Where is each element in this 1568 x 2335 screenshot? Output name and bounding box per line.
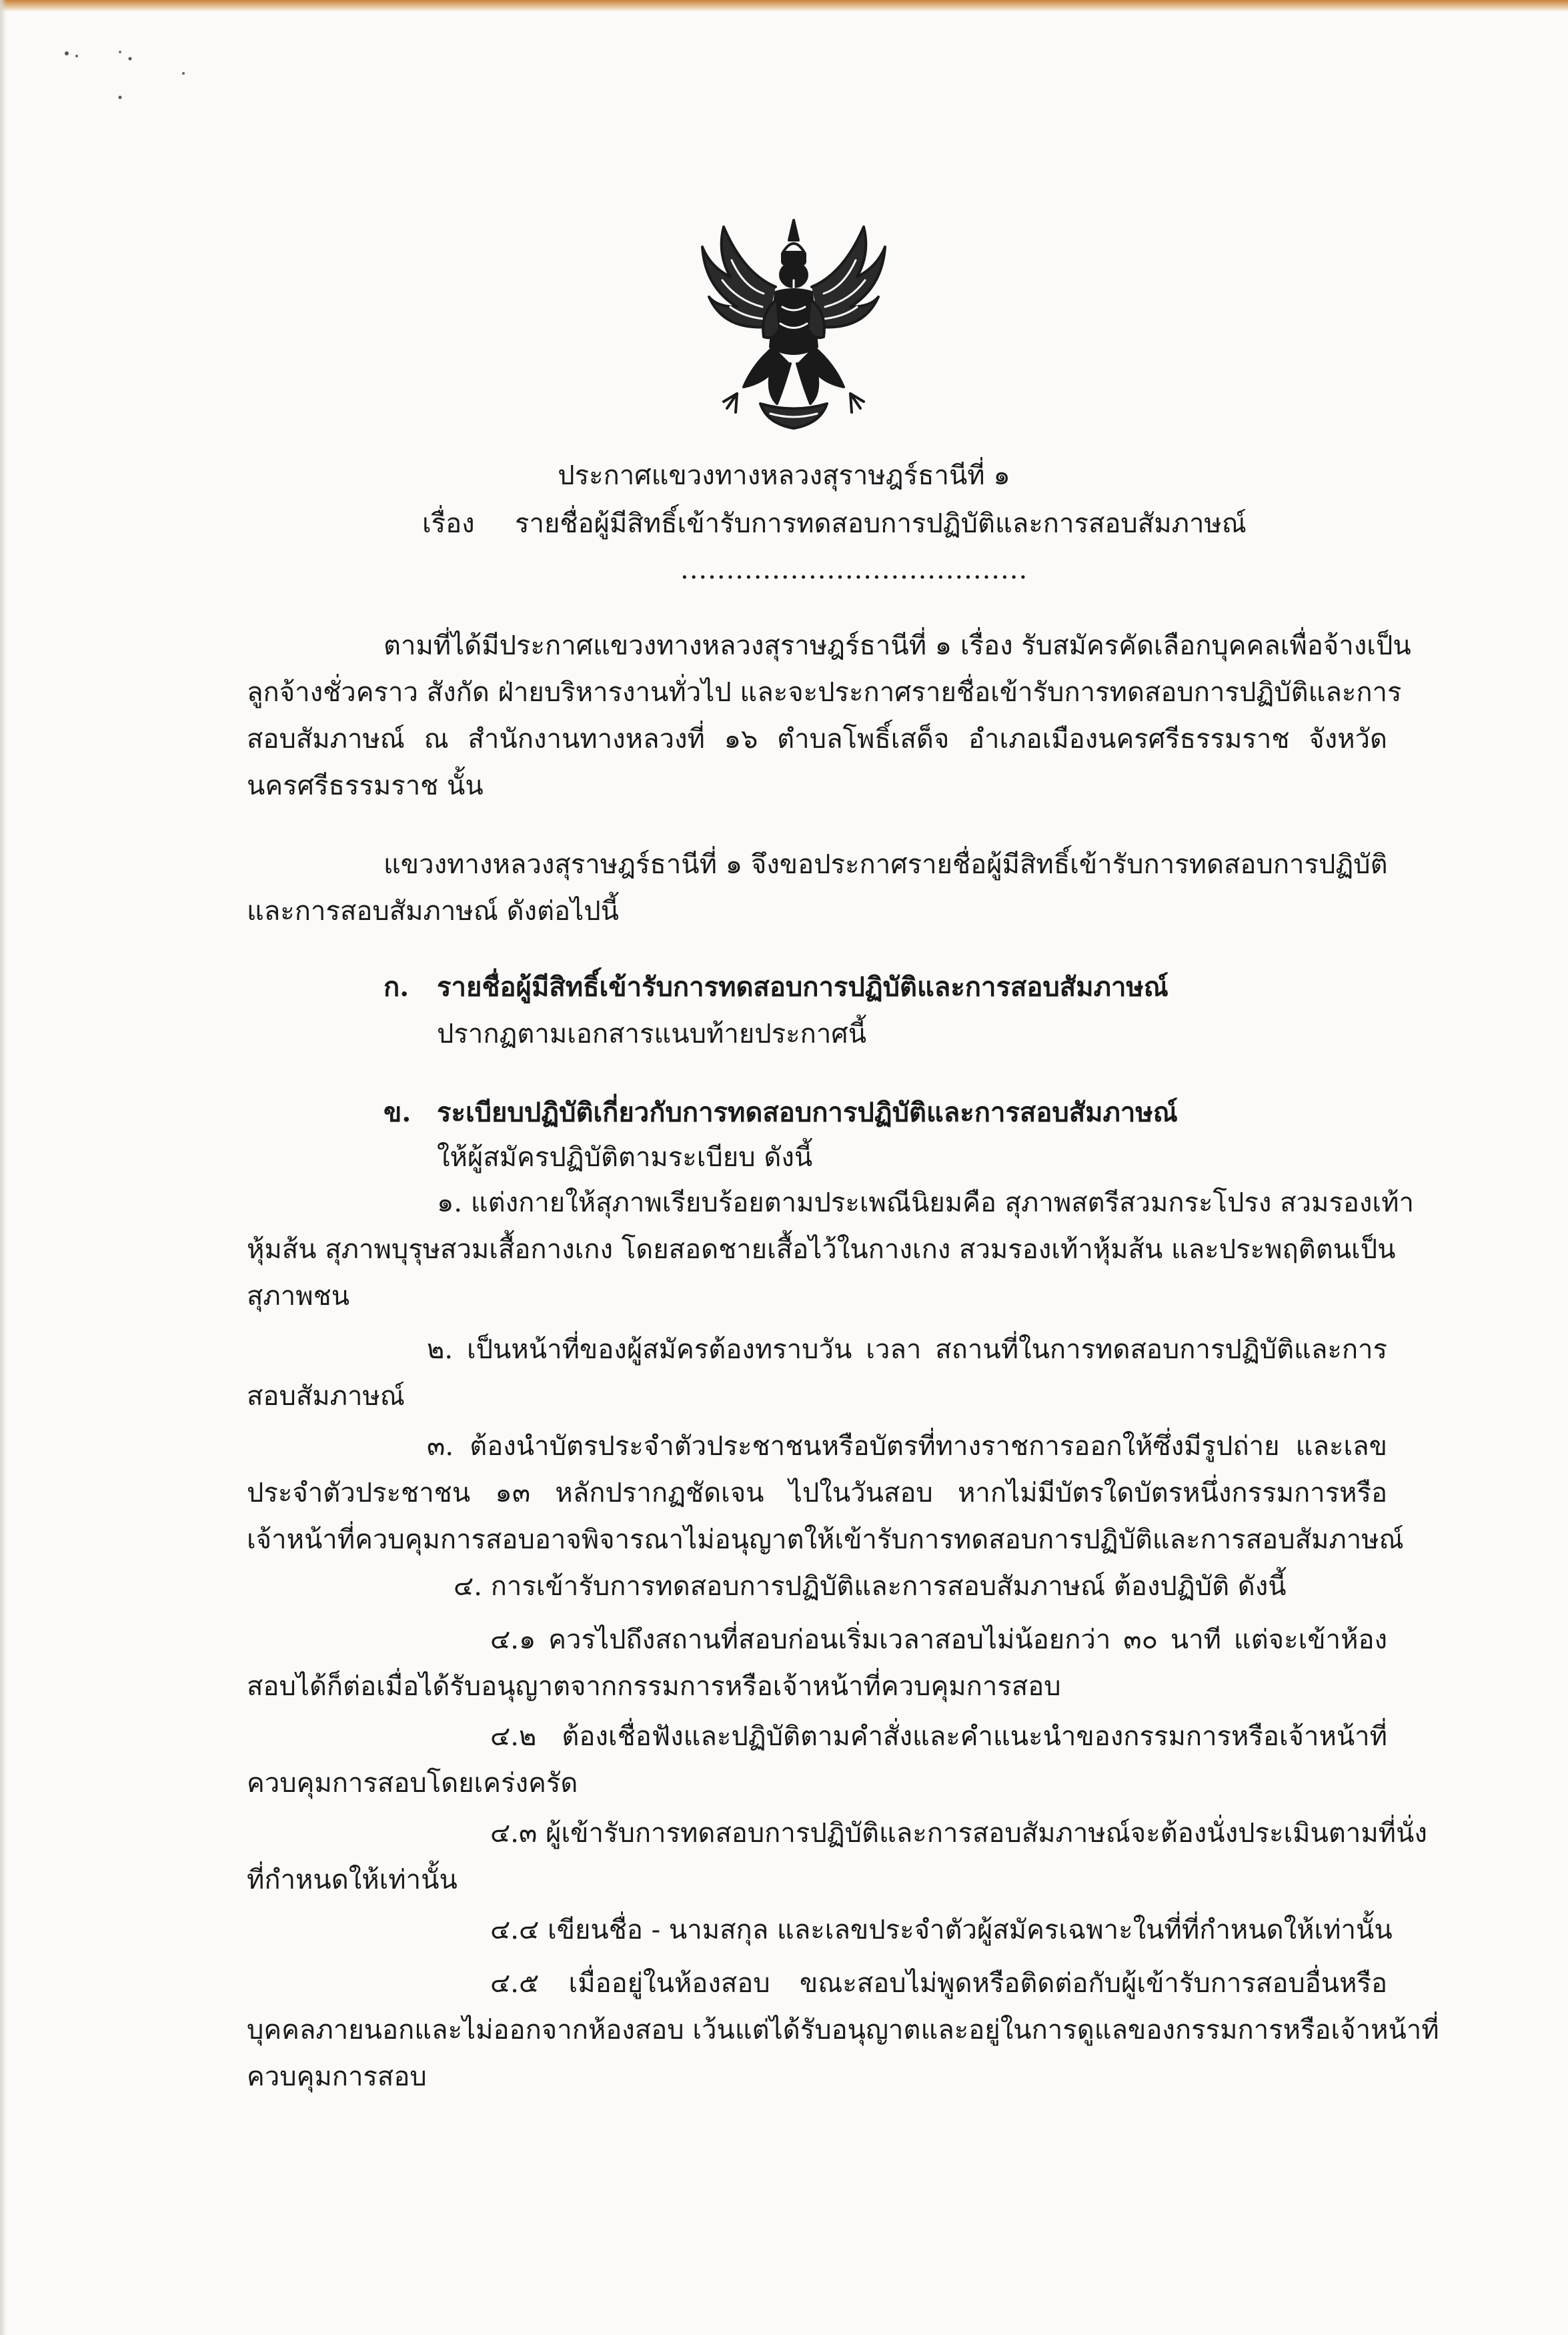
paper-edge-left (0, 0, 7, 2335)
rule-3-line-1: ๓. ต้องนำบัตรประจำตัวประชาชนหรือบัตรที่ทางราชการออกให้ซึ่งมีรูปถ่าย และเลข (427, 1431, 1387, 1462)
section-a-heading: รายชื่อผู้มีสิทธิ์เข้ารับการทดสอบการปฏิบัติและการสอบสัมภาษณ์ (437, 971, 1168, 1003)
rule-4-5-line-1: ๔.๕ เมื่ออยู่ในห้องสอบ ขณะสอบไม่พูดหรือติดต่อกับผู้เข้ารับการสอบอื่นหรือ (490, 1968, 1387, 1999)
intro-paragraph-1-line-4: นครศรีธรรมราช นั้น (247, 771, 484, 801)
header-divider: ...................................... (680, 554, 1028, 585)
rule-4-heading: ๔. การเข้ารับการทดสอบการปฏิบัติและการสอบสัมภาษณ์ ต้องปฏิบัติ ดังนี้ (454, 1571, 1287, 1602)
rule-4-5-line-2: บุคคลภายนอกและไม่ออกจากห้องสอบ เว้นแต่ได้รับอนุญาตและอยู่ในการดูแลของกรรมการหรือเจ้าหน้าที่ (247, 2015, 1439, 2045)
subject-label: เรื่อง (422, 508, 475, 539)
rule-3-line-3: เจ้าหน้าที่ควบคุมการสอบอาจพิจารณาไม่อนุญาตให้เข้ารับการทดสอบการปฏิบัติและการสอบสัมภาษณ์ (247, 1524, 1404, 1555)
intro-paragraph-2-line-1: แขวงทางหลวงสุราษฎร์ธานีที่ ๑ จึงขอประกาศรายชื่อผู้มีสิทธิ์เข้ารับการทดสอบการปฏิบัติ (383, 849, 1388, 880)
paper-edge-top (0, 0, 1568, 12)
garuda-emblem-icon (697, 213, 890, 434)
rule-4-2-line-1: ๔.๒ ต้องเชื่อฟังและปฏิบัติตามคำสั่งและคำแนะนำของกรรมการหรือเจ้าหน้าที่ (490, 1721, 1387, 1752)
intro-paragraph-1-line-2: ลูกจ้างชั่วคราว สังกัด ฝ่ายบริหารงานทั่วไป และจะประกาศรายชื่อเข้ารับการทดสอบการปฏิบัติและการ (247, 677, 1402, 708)
section-b-heading: ระเบียบปฏิบัติเกี่ยวกับการทดสอบการปฏิบัติและการสอบสัมภาษณ์ (437, 1097, 1178, 1128)
paper-specks (40, 40, 213, 113)
subject-text: รายชื่อผู้มีสิทธิ์เข้ารับการทดสอบการปฏิบัติและการสอบสัมภาษณ์ (515, 508, 1247, 539)
rule-4-2-line-2: ควบคุมการสอบโดยเคร่งครัด (247, 1768, 578, 1799)
rule-4-4: ๔.๔ เขียนชื่อ - นามสกุล และเลขประจำตัวผู้สมัครเฉพาะในที่ที่กำหนดให้เท่านั้น (490, 1915, 1393, 1945)
rule-4-1-line-1: ๔.๑ ควรไปถึงสถานที่สอบก่อนเริ่มเวลาสอบไม่น้อยกว่า ๓๐ นาที แต่จะเข้าห้อง (490, 1624, 1387, 1655)
rule-1-line-2: หุ้มส้น สุภาพบุรุษสวมเสื้อกางเกง โดยสอดชายเสื้อไว้ในกางเกง สวมรองเท้าหุ้มส้น และประพฤติตนเป็น (247, 1234, 1396, 1265)
rule-4-5-line-3: ควบคุมการสอบ (247, 2061, 427, 2092)
section-b-marker: ข. (383, 1097, 412, 1128)
rule-2-line-2: สอบสัมภาษณ์ (247, 1381, 405, 1412)
intro-paragraph-1-line-1: ตามที่ได้มีประกาศแขวงทางหลวงสุราษฎร์ธานีที่ ๑ เรื่อง รับสมัครคัดเลือกบุคคลเพื่อจ้างเป็น (383, 630, 1411, 661)
section-a-text: ปรากฏตามเอกสารแนบท้ายประกาศนี้ (437, 1019, 867, 1049)
rule-1-line-1: ๑. แต่งกายให้สุภาพเรียบร้อยตามประเพณีนิยมคือ สุภาพสตรีสวมกระโปรง สวมรองเท้า (437, 1188, 1414, 1218)
rule-2-line-1: ๒. เป็นหน้าที่ของผู้สมัครต้องทราบวัน เวลา สถานที่ในการทดสอบการปฏิบัติและการ (427, 1334, 1387, 1365)
rule-4-3-line-1: ๔.๓ ผู้เข้ารับการทดสอบการปฏิบัติและการสอบสัมภาษณ์จะต้องนั่งประเมินตามที่นั่ง (490, 1818, 1427, 1849)
section-b-intro: ให้ผู้สมัครปฏิบัติตามระเบียบ ดังนี้ (437, 1142, 813, 1173)
rule-4-1-line-2: สอบได้ก็ต่อเมื่อได้รับอนุญาตจากกรรมการหรือเจ้าหน้าที่ควบคุมการสอบ (247, 1671, 1061, 1702)
rule-3-line-2: ประจำตัวประชาชน ๑๓ หลักปรากฏชัดเจน ไปในวันสอบ หากไม่มีบัตรใดบัตรหนึ่งกรรมการหรือ (247, 1478, 1387, 1508)
intro-paragraph-2-line-2: และการสอบสัมภาษณ์ ดังต่อไปนี้ (247, 896, 619, 927)
section-a-marker: ก. (383, 971, 410, 1003)
intro-paragraph-1-line-3: สอบสัมภาษณ์ ณ สำนักงานทางหลวงที่ ๑๖ ตำบลโพธิ์เสด็จ อำเภอเมืองนครศรีธรรมราช จังหวัด (247, 724, 1387, 755)
announcement-title: ประกาศแขวงทางหลวงสุราษฎร์ธานีที่ ๑ (558, 460, 1010, 491)
rule-1-line-3: สุภาพชน (247, 1281, 350, 1312)
rule-4-3-line-2: ที่กำหนดให้เท่านั้น (247, 1865, 458, 1895)
